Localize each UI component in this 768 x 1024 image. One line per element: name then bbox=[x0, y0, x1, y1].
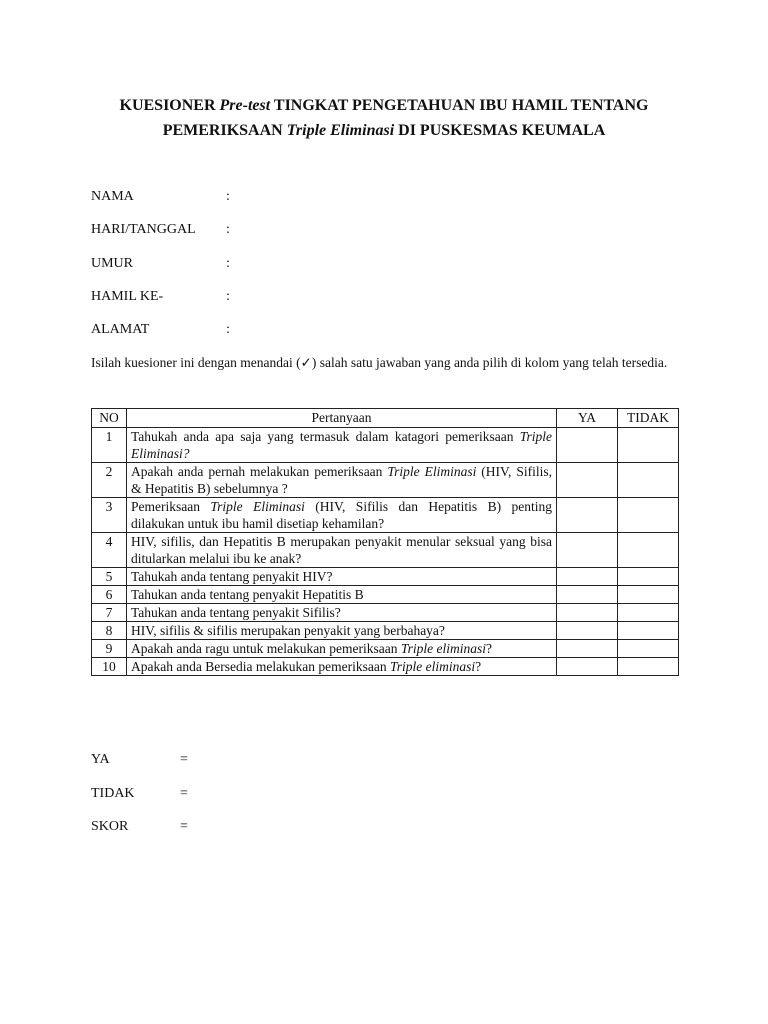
field-label: NAMA bbox=[91, 189, 134, 204]
table-row bbox=[92, 622, 679, 640]
field-colon: : bbox=[226, 189, 230, 204]
answer-cell-tidak[interactable] bbox=[618, 658, 679, 676]
answer-cell-tidak[interactable] bbox=[618, 640, 679, 658]
question-text-part: Pemeriksaan bbox=[131, 499, 211, 514]
answer-cell-tidak[interactable] bbox=[618, 428, 679, 463]
question-text-italic: Triple Eliminasi bbox=[210, 499, 305, 514]
question-text-part: Tahukan anda tentang penyakit Sifilis? bbox=[131, 605, 341, 620]
table-row bbox=[92, 640, 679, 658]
question-number: 3 bbox=[92, 498, 127, 533]
title-text-italic: Triple Eliminasi bbox=[286, 122, 395, 139]
question-text-part: ? bbox=[475, 659, 482, 674]
score-equals: = bbox=[180, 752, 188, 767]
title-text-italic: Pre-test bbox=[219, 97, 271, 114]
answer-cell-tidak[interactable] bbox=[618, 533, 679, 568]
answer-cell-ya[interactable] bbox=[557, 586, 618, 604]
question-text-italic: Triple eliminasi bbox=[390, 659, 476, 674]
title-text: DI PUSKESMAS KEUMALA bbox=[394, 122, 606, 139]
title-line-1 bbox=[60, 93, 708, 118]
field-label: HAMIL KE- bbox=[91, 289, 164, 304]
table-row bbox=[92, 586, 679, 604]
table-row bbox=[92, 658, 679, 676]
answer-cell-tidak[interactable] bbox=[618, 622, 679, 640]
question-text-part: HIV, sifilis & sifilis merupakan penyakit yang berbahaya? bbox=[131, 623, 445, 638]
question-text bbox=[127, 604, 557, 622]
question-text-part: Apakah anda pernah melakukan pemeriksaan bbox=[131, 464, 388, 479]
question-text-italic: Triple eliminasi bbox=[400, 641, 487, 656]
title-text: KUESIONER bbox=[119, 97, 220, 114]
field-colon: : bbox=[226, 289, 230, 304]
question-number: 1 bbox=[92, 428, 127, 463]
table-row bbox=[92, 568, 679, 586]
answer-cell-ya[interactable] bbox=[557, 640, 618, 658]
field-colon: : bbox=[226, 322, 230, 337]
field-label: HARI/TANGGAL bbox=[91, 222, 196, 237]
field-label: ALAMAT bbox=[91, 322, 150, 337]
title-text: TINGKAT PENGETAHUAN IBU HAMIL TENTANG bbox=[270, 97, 649, 114]
header-yes: YA bbox=[557, 409, 618, 428]
document-title bbox=[60, 93, 708, 143]
table-row bbox=[92, 604, 679, 622]
question-text bbox=[127, 428, 557, 463]
answer-cell-ya[interactable] bbox=[557, 498, 618, 533]
field-colon: : bbox=[226, 222, 230, 237]
answer-cell-ya[interactable] bbox=[557, 568, 618, 586]
answer-cell-ya[interactable] bbox=[557, 622, 618, 640]
question-text-part: (HIV, Sifilis dan Hepatitis B) penting dilakukan untuk ibu hamil disetiap kehamilan? bbox=[131, 499, 552, 531]
answer-cell-ya[interactable] bbox=[557, 658, 618, 676]
score-equals: = bbox=[180, 786, 188, 801]
question-text bbox=[127, 498, 557, 533]
question-text bbox=[127, 586, 557, 604]
question-text-part: Tahukah anda apa saja yang termasuk dalam katagori pemeriksaan bbox=[131, 429, 520, 444]
field-colon: : bbox=[226, 256, 230, 271]
question-text-part: (HIV, Sifilis, & Hepatitis B) sebelumnya ? bbox=[131, 464, 552, 496]
question-number: 10 bbox=[92, 658, 127, 676]
question-text-italic: Triple Eliminasi bbox=[387, 464, 477, 479]
question-number: 2 bbox=[92, 463, 127, 498]
answer-cell-tidak[interactable] bbox=[618, 568, 679, 586]
question-table bbox=[91, 408, 679, 676]
answer-cell-tidak[interactable] bbox=[618, 586, 679, 604]
table-body bbox=[92, 428, 679, 676]
question-text bbox=[127, 568, 557, 586]
question-text-part: Apakah anda ragu untuk melakukan pemeriksaan bbox=[131, 641, 401, 656]
question-text bbox=[127, 640, 557, 658]
answer-cell-tidak[interactable] bbox=[618, 498, 679, 533]
question-number: 4 bbox=[92, 533, 127, 568]
score-label: YA bbox=[91, 752, 110, 767]
title-text: PEMERIKSAAN bbox=[162, 122, 287, 139]
answer-cell-ya[interactable] bbox=[557, 604, 618, 622]
question-text bbox=[127, 622, 557, 640]
score-label: SKOR bbox=[91, 819, 129, 834]
answer-cell-tidak[interactable] bbox=[618, 604, 679, 622]
question-text bbox=[127, 463, 557, 498]
question-number: 8 bbox=[92, 622, 127, 640]
score-label: TIDAK bbox=[91, 786, 135, 801]
answer-cell-ya[interactable] bbox=[557, 428, 618, 463]
question-text-part: Tahukan anda tentang penyakit Hepatitis B bbox=[131, 587, 364, 602]
table-header-row bbox=[92, 409, 679, 428]
answer-cell-tidak[interactable] bbox=[618, 463, 679, 498]
question-number: 7 bbox=[92, 604, 127, 622]
table-row bbox=[92, 533, 679, 568]
question-text-part: Apakah anda Bersedia melakukan pemeriksaan bbox=[131, 659, 391, 674]
question-text-part: ? bbox=[486, 641, 493, 656]
table-row bbox=[92, 428, 679, 463]
table-row bbox=[92, 463, 679, 498]
field-label: UMUR bbox=[91, 256, 134, 271]
question-number: 6 bbox=[92, 586, 127, 604]
header-no: NO bbox=[92, 409, 127, 428]
question-text-part: HIV, sifilis, dan Hepatitis B merupakan penyakit menular seksual yang bisa ditularkan melalui ibu ke anak? bbox=[131, 534, 552, 566]
table-row bbox=[92, 498, 679, 533]
question-text-part: Tahukah anda tentang penyakit HIV? bbox=[131, 569, 333, 584]
header-question: Pertanyaan bbox=[127, 409, 557, 428]
answer-cell-ya[interactable] bbox=[557, 533, 618, 568]
question-text bbox=[127, 658, 557, 676]
question-text-italic: Triple Eliminasi? bbox=[131, 429, 552, 461]
header-no-answer: TIDAK bbox=[618, 409, 679, 428]
title-line-2 bbox=[60, 118, 708, 143]
instruction-text: Isilah kuesioner ini dengan menandai (✓) salah satu jawaban yang anda pilih di kolom yang telah tersedia. bbox=[91, 355, 668, 370]
answer-cell-ya[interactable] bbox=[557, 463, 618, 498]
question-text bbox=[127, 533, 557, 568]
question-number: 9 bbox=[92, 640, 127, 658]
score-equals: = bbox=[180, 819, 188, 834]
question-number: 5 bbox=[92, 568, 127, 586]
